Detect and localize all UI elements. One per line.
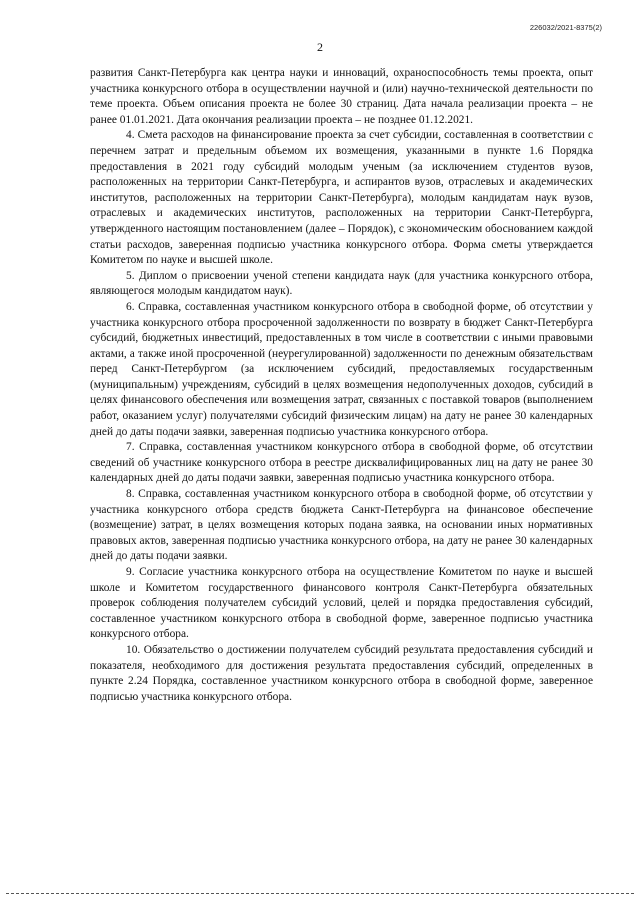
paragraph-project-description-end: развития Санкт-Петербурга как центра науки и инноваций, охраноспособность темы проекта, опыт участника конкурсного отбора в осуществлении научной и (или) научно-технической деятельности по теме проекта. Объем описания проекта не более 30 страниц. Дата начала реализации проекта – не ранее 01.01.2021. Дата окончания реализации проекта – не позднее 01.12.2021. bbox=[90, 67, 593, 126]
paragraph-item-9: 9. Согласие участника конкурсного отбора на осуществление Комитетом по науке и высшей школе и Комитетом государственного финансового контроля Санкт-Петербурга обязательных проверок соблюдения получателем субсидий условий, целей и порядка предоставления субсидий, составленное участником конкурсного отбора в свободной форме, заверенное подписью участника конкурсного отбора. bbox=[90, 566, 593, 641]
page-number: 2 bbox=[317, 40, 323, 54]
paragraph-item-5: 5. Диплом о присвоении ученой степени кандидата наук (для участника конкурсного отбора, являющегося молодым кандидатом наук). bbox=[90, 269, 593, 298]
paragraph-item-6: 6. Справка, составленная участником конкурсного отбора в свободной форме, об отсутствии у участника конкурсного отбора просроченной задолженности по возврату в бюджет Санкт-Петербурга субсидий, бюджетных инвестиций, предоставленных в том числе в соответствии с иными правовыми актами, а также иной просроченной (неурегулированной) задолженности по денежным обязательствам перед Санкт-Петербургом (за исключением субсидий, предоставляемых государственным (муниципальным) учреждениям, субсидий в целях возмещения недополученных доходов, субсидий в целях финансового обеспечения или возмещения затрат, связанных с поставкой товаров (выполнением работ, оказанием услуг) получателями субсидий физическим лицам) на дату не ранее 30 календарных дней до даты подачи заявки, заверенная подписью участника конкурсного отбора. bbox=[90, 300, 593, 438]
paragraph-item-10: 10. Обязательство о достижении получателем субсидий результата предоставления субсидий и показателя, необходимого для достижения результата предоставления субсидий, определенных в пункте 2.24 Порядка, составленное участником конкурсного отбора в свободной форме, заверенное подписью участника конкурсного отбора. bbox=[90, 643, 593, 703]
paragraph-item-7: 7. Справка, составленная участником конкурсного отбора в свободной форме, об отсутствии сведений об участнике конкурсного отбора в реестре дисквалифицированных лиц на дату не ранее 30 календарных дней до даты подачи заявки, заверенная подписью участника конкурсного отбора. bbox=[90, 441, 593, 485]
paragraph-item-4: 4. Смета расходов на финансирование проекта за счет субсидии, составленная в соответствии с перечнем затрат и предельным объемом их возмещения, указанными в пункте 1.6 Порядка предоставления в 2021 году субсидий молодым ученым (за исключением студентов вузов, расположенных на территории Санкт-Петербурга, и аспирантов вузов, отраслевых и академических институтов, расположенных на территории Санкт-Петербурга), молодым кандидатам наук вузов, отраслевых и академических институтов, расположенных на территории Санкт-Петербурга, утвержденного настоящим постановлением (далее – Порядок), с экономическим обоснованием каждой статьи расходов, заверенная подписью участника конкурсного отбора. Форма сметы утверждается Комитетом по науке и высшей школе. bbox=[90, 129, 593, 267]
scan-edge-rule bbox=[6, 893, 634, 894]
document-body bbox=[90, 66, 593, 705]
document-id: 226032/2021-8375(2) bbox=[529, 23, 602, 32]
paragraph-item-8: 8. Справка, составленная участником конкурсного отбора в свободной форме, об отсутствии у участника конкурсного отбора средств бюджета Санкт-Петербурга на финансовое обеспечение (возмещение) затрат, в целях возмещения которых подана заявка, на основании иных нормативных правовых актов, заверенная подписью участника конкурсного отбора, на дату не ранее 30 календарных дней до даты подачи заявки. bbox=[90, 488, 593, 563]
